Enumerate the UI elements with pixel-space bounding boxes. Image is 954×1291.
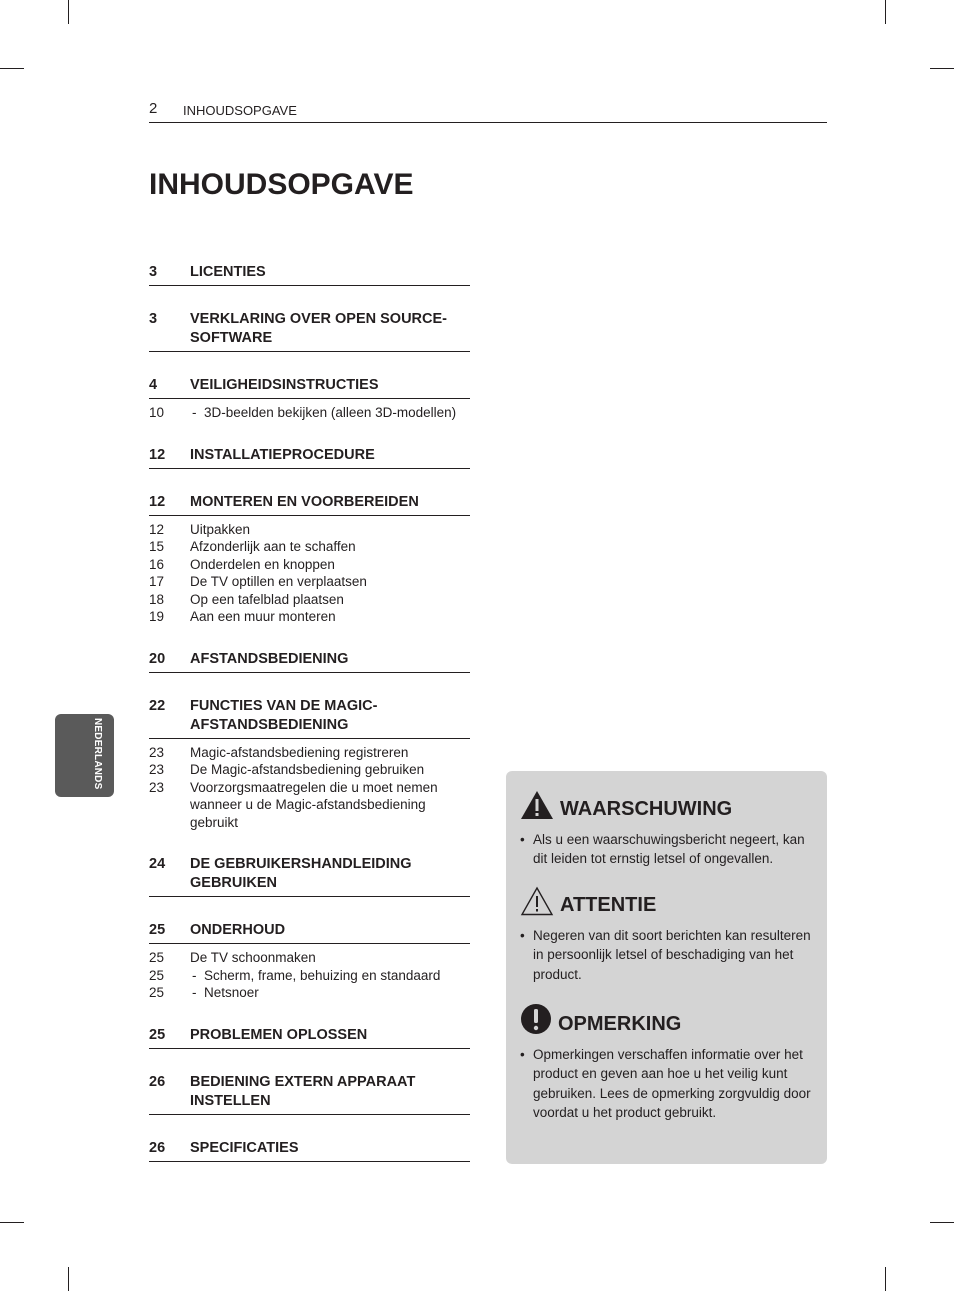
toc-subentry-page: 23 <box>149 744 165 760</box>
bullet: • <box>520 832 525 847</box>
toc-chapter-page: 12 <box>149 446 166 463</box>
toc-entry <box>149 446 470 469</box>
toc-subentry-page: 12 <box>149 521 165 537</box>
toc-subentry-title: Op een tafelblad plaatsen <box>190 591 344 607</box>
caution-label: ATTENTIE <box>560 894 657 916</box>
bullet: • <box>520 928 525 943</box>
toc-subentry-title: Scherm, frame, behuizing en standaard <box>204 967 441 983</box>
toc-subentry-title: Onderdelen en knoppen <box>190 556 335 572</box>
toc-chapter-title: INSTALLATIEPROCEDURE <box>190 446 375 463</box>
toc-subentry <box>149 556 470 574</box>
toc-chapter <box>149 855 470 897</box>
toc-subentry-title: Netsnoer <box>204 985 259 1000</box>
toc-chapter-page: 22 <box>149 697 166 714</box>
crop-mark <box>68 1267 69 1291</box>
crop-mark <box>885 1267 886 1291</box>
toc-chapter-title: BEDIENING EXTERN APPARAAT INSTELLEN <box>190 1073 416 1109</box>
warning-label: WAARSCHUWING <box>560 798 733 820</box>
warning-filled-triangle-icon <box>520 790 554 820</box>
toc-subentry <box>149 538 470 556</box>
toc-subentry-dash: - <box>192 985 197 1000</box>
toc-subentry-title: Uitpakken <box>190 521 251 537</box>
toc-subentry-title: De TV schoonmaken <box>190 950 316 965</box>
toc-subentry-title: De Magic-afstandsbediening gebruiken <box>190 762 425 777</box>
toc-chapter-title: AFSTANDSBEDIENING <box>190 650 349 667</box>
toc-subentry <box>149 949 470 967</box>
toc-entry <box>149 650 470 673</box>
crop-mark <box>0 68 24 69</box>
remark-text: Opmerkingen verschaffen informatie over het product en geven aan hoe u het veilig kunt gebruiken. Lees de opmerking zorgvuldig door voordat u het product gebruikt. <box>533 1047 811 1120</box>
caution-text: Negeren van dit soort berichten kan resulteren in persoonlijk letsel of beschadiging van het product. <box>533 928 811 982</box>
toc-entry <box>149 263 470 286</box>
toc-subentry-title: Aan een muur monteren <box>190 609 336 624</box>
toc-chapter <box>149 650 470 673</box>
toc-entry <box>149 310 470 352</box>
caution-outline-triangle-icon <box>520 886 554 916</box>
toc-subentry-title: Afzonderlijk aan te schaffen <box>190 539 356 554</box>
toc-chapter-title: DE GEBRUIKERSHANDLEIDING GEBRUIKEN <box>190 856 412 891</box>
toc-subentry-title: De TV optillen en verplaatsen <box>190 574 367 589</box>
toc-subentry <box>149 984 470 1002</box>
remark-label: OPMERKING <box>558 1013 682 1035</box>
toc-subentry <box>149 744 470 762</box>
toc-entry <box>149 493 470 626</box>
toc-chapter-page: 4 <box>149 377 158 393</box>
page-title: INHOUDSOPGAVE <box>149 168 414 201</box>
toc-subentry <box>149 591 470 609</box>
toc-chapter <box>149 921 470 944</box>
toc-chapter-page: 3 <box>149 264 158 280</box>
toc-chapter <box>149 376 470 399</box>
toc-chapter <box>149 446 470 469</box>
crop-mark <box>885 0 886 24</box>
toc-subentry <box>149 521 470 539</box>
toc-subentry-page: 25 <box>149 950 165 965</box>
toc-chapter-title: FUNCTIES VAN DE MAGIC-AFSTANDSBEDIENING <box>190 697 378 733</box>
toc-subentry-title: Magic-afstandsbediening registreren <box>190 744 409 760</box>
toc-chapter <box>149 1073 470 1115</box>
toc-chapter-page: 20 <box>149 650 166 667</box>
toc-chapter <box>149 310 470 352</box>
toc-subentry <box>149 573 470 591</box>
caution-note <box>520 886 820 984</box>
toc-subentry-page: 17 <box>149 574 165 589</box>
toc-chapter <box>149 263 470 286</box>
toc-entry <box>149 1026 470 1049</box>
toc-chapter-title: MONTEREN EN VOORBEREIDEN <box>190 493 419 510</box>
toc-chapter-page: 12 <box>149 493 166 510</box>
header-section-title: INHOUDSOPGAVE <box>183 103 297 118</box>
table-of-contents <box>149 263 470 1162</box>
toc-subentry-page: 18 <box>149 591 165 607</box>
toc-subentry <box>149 608 470 626</box>
toc-chapter-title: SPECIFICATIES <box>190 1139 299 1156</box>
toc-subentry-page: 25 <box>149 985 165 1000</box>
toc-chapter <box>149 1139 470 1162</box>
language-label: NEDERLANDS <box>92 718 103 790</box>
toc-chapter-title: VERKLARING OVER OPEN SOURCE-SOFTWARE <box>190 311 447 346</box>
toc-chapter-title: VEILIGHEIDSINSTRUCTIES <box>190 377 379 393</box>
toc-chapter-page: 25 <box>149 1026 166 1043</box>
toc-chapter-page: 26 <box>149 1073 166 1090</box>
crop-mark <box>68 0 69 24</box>
toc-subentry <box>149 779 470 832</box>
toc-chapter-page: 24 <box>149 856 166 872</box>
toc-chapter-title: ONDERHOUD <box>190 922 286 938</box>
toc-subentry-dash: - <box>192 967 197 983</box>
language-side-tab <box>55 714 114 797</box>
toc-subentry-dash: - <box>192 405 197 420</box>
toc-subentry-page: 23 <box>149 762 165 777</box>
toc-subentry-title: 3D-beelden bekijken (alleen 3D-modellen) <box>204 405 457 420</box>
toc-subentry-page: 23 <box>149 779 165 795</box>
toc-chapter-title: PROBLEMEN OPLOSSEN <box>190 1026 368 1043</box>
toc-entry <box>149 921 470 1002</box>
toc-subentry-page: 16 <box>149 556 165 572</box>
toc-chapter-page: 3 <box>149 311 158 327</box>
warning-text: Als u een waarschuwingsbericht negeert, kan dit leiden tot ernstig letsel of ongevallen. <box>533 832 805 867</box>
toc-chapter <box>149 1026 470 1049</box>
toc-entry <box>149 1139 470 1162</box>
toc-chapter-page: 26 <box>149 1139 166 1156</box>
crop-mark <box>930 68 954 69</box>
exclamation-circle-icon <box>520 1003 552 1035</box>
toc-subentry <box>149 761 470 779</box>
toc-chapter-page: 25 <box>149 922 166 938</box>
running-header <box>149 100 827 123</box>
toc-chapter <box>149 697 470 739</box>
toc-entry <box>149 1073 470 1115</box>
toc-subentry-page: 10 <box>149 405 165 420</box>
toc-entry <box>149 376 470 422</box>
toc-subentry-page: 15 <box>149 539 165 554</box>
crop-mark <box>0 1222 24 1223</box>
bullet: • <box>520 1047 525 1062</box>
page-number: 2 <box>149 100 158 117</box>
toc-subentry-title: Voorzorgsmaatregelen die u moet nemen wanneer u de Magic-afstandsbediening gebruikt <box>190 779 438 830</box>
toc-subentry-page: 25 <box>149 967 165 983</box>
crop-mark <box>930 1222 954 1223</box>
notes-box <box>506 771 827 1164</box>
toc-chapter <box>149 493 470 516</box>
toc-entry <box>149 697 470 832</box>
toc-subentry <box>149 967 470 985</box>
remark-note <box>520 1003 820 1122</box>
toc-subentry <box>149 404 470 422</box>
toc-entry <box>149 855 470 897</box>
toc-chapter-title: LICENTIES <box>190 264 266 280</box>
toc-subentry-page: 19 <box>149 609 165 624</box>
warning-note <box>520 790 820 869</box>
